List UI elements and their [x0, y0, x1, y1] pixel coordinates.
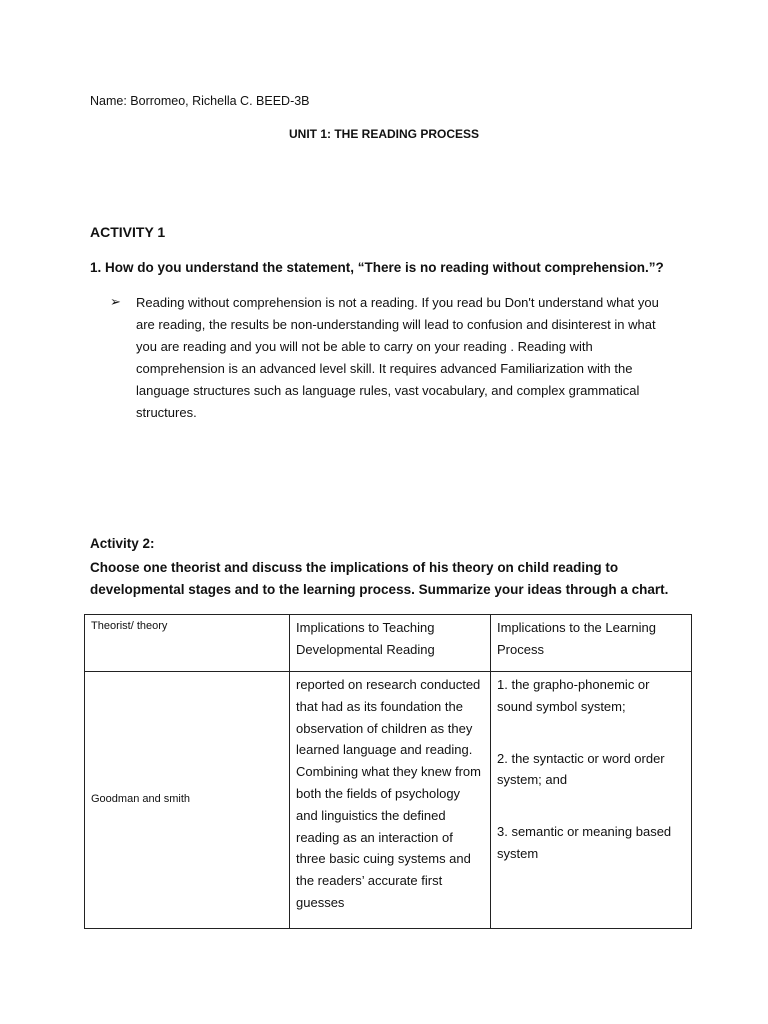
theorist-chart-table: [84, 614, 692, 929]
unit-title: UNIT 1: THE READING PROCESS: [288, 127, 480, 141]
table-row: [85, 672, 692, 929]
header-teaching-implications: Implications to Teaching Developmental Reading: [290, 615, 491, 672]
table-header-row: [85, 615, 692, 672]
header-theorist: Theorist/ theory: [85, 615, 290, 672]
learning-item-1: 1. the grapho-phonemic or sound symbol system;: [497, 677, 650, 714]
student-name-line: Name: Borromeo, Richella C. BEED-3B: [90, 94, 310, 108]
cell-teaching-implications: reported on research conducted that had as its foundation the observation of children as they learned language and reading. Combining what they knew from both the fields of psychology and linguistics the defined reading as an interaction of three basic cuing systems and the readers’ accurate first guesses: [290, 672, 491, 929]
activity-2-prompt: Choose one theorist and discuss the implications of his theory on child reading to developmental stages and to the learning process. Summarize your ideas through a chart.: [90, 560, 669, 597]
activity-1-heading: ACTIVITY 1: [90, 224, 166, 240]
cell-theorist-name: Goodman and smith: [85, 672, 290, 929]
activity-2-heading: Activity 2:: [90, 536, 155, 551]
learning-item-3: 3. semantic or meaning based system: [497, 824, 672, 861]
learning-item-2: 2. the syntactic or word order system; and: [497, 750, 665, 788]
activity-1-question: 1. How do you understand the statement, “There is no reading without comprehension.”?: [90, 260, 664, 275]
activity-1-answer: Reading without comprehension is not a reading. If you read bu Don't understand what you are reading, the results be non-understanding will lead to confusion and disinterest in what you are reading and you will not be able to carry on your reading . Reading with comprehension is an advanced level skill. It requires advanced Familiarization with the language structures such as language rules, vast vocabulary, and complex grammatical structures.: [136, 295, 659, 420]
cell-learning-implications: [491, 672, 692, 929]
header-learning-implications: Implications to the Learning Process: [491, 615, 692, 672]
arrow-bullet-icon: ➢: [110, 294, 121, 309]
